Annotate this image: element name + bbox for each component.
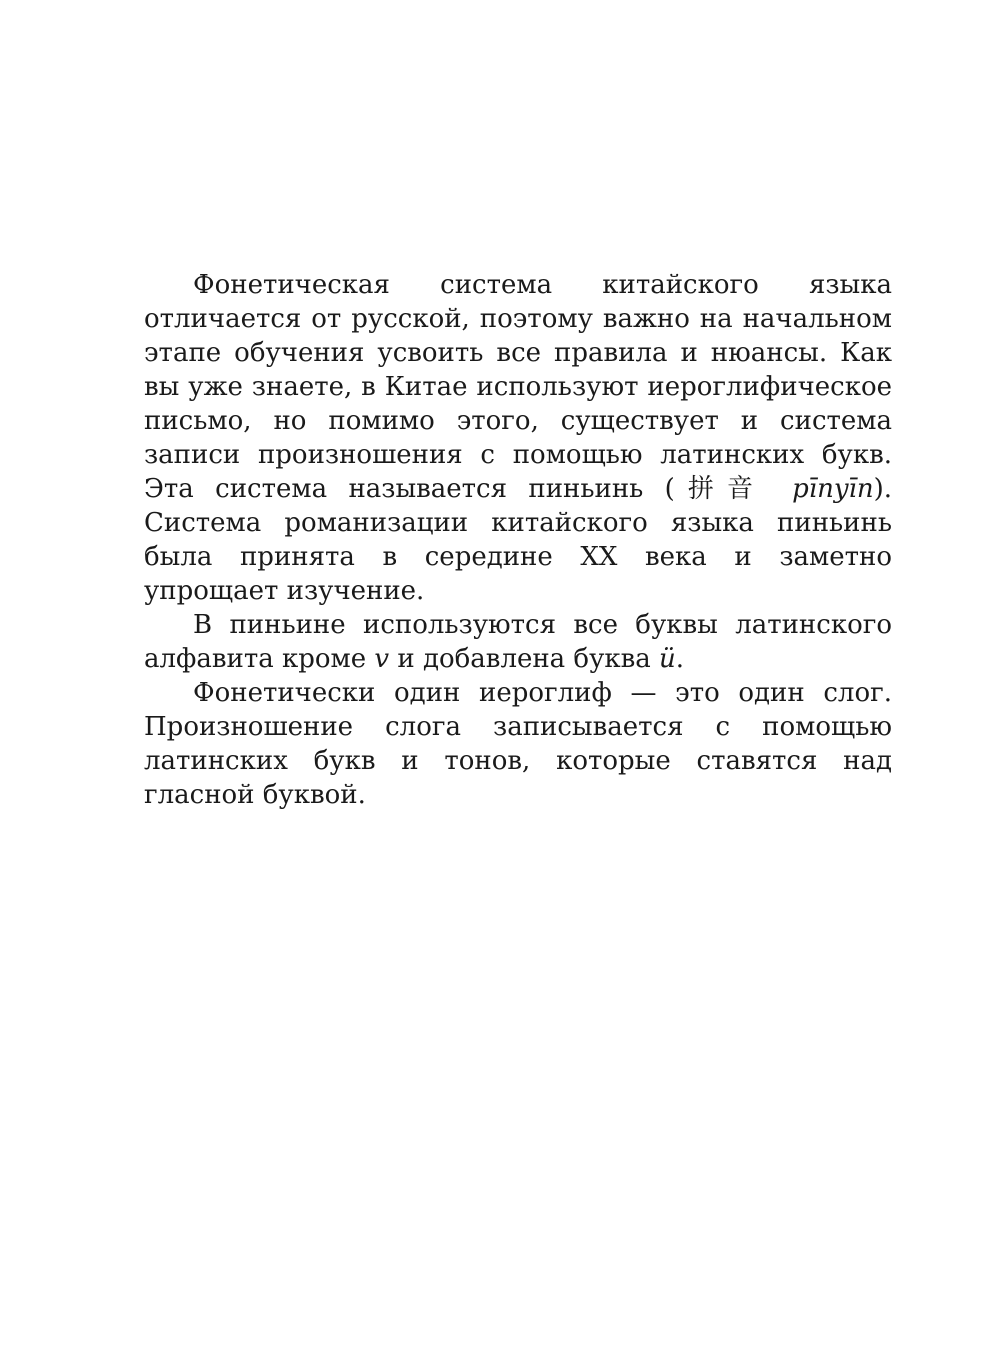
paragraph-2-text-end: . xyxy=(675,644,685,674)
pinyin-hanzi: 拼音 xyxy=(674,474,767,504)
pinyin-romanization: pīnyīn xyxy=(792,474,874,504)
letter-u-umlaut: ü xyxy=(659,644,676,674)
paragraph-1-text-start: Фонетическая система китайского языка отличается от русской, поэтому важно на начальном этапе обучения усвоить все правила и нюансы. Как вы уже знаете, в Китае используют иероглифическое письмо, но помимо этого, существует и система записи произношения с помощью латинских букв. Эта система называется пиньинь ( xyxy=(144,270,892,504)
letter-v: v xyxy=(374,644,390,674)
paragraph-syllable: Фонетически один иероглиф — это один слог. Произношение слога записывается с помощью латинских букв и тонов, которые ставятся над гласной буквой. xyxy=(144,678,892,810)
paragraph-1-text-end: ). Система романизации китайского языка пиньинь была принята в середине XX века и заметно упрощает изучение. xyxy=(144,474,892,606)
text-body xyxy=(144,268,892,812)
paragraph-2-text-start: В пиньине используются все буквы латинского алфавита кроме xyxy=(144,610,892,674)
paragraph-alphabet xyxy=(144,608,892,676)
paragraph-phonetic-system xyxy=(144,268,892,608)
paragraph-2-text-middle: и добавлена буква xyxy=(389,644,660,674)
